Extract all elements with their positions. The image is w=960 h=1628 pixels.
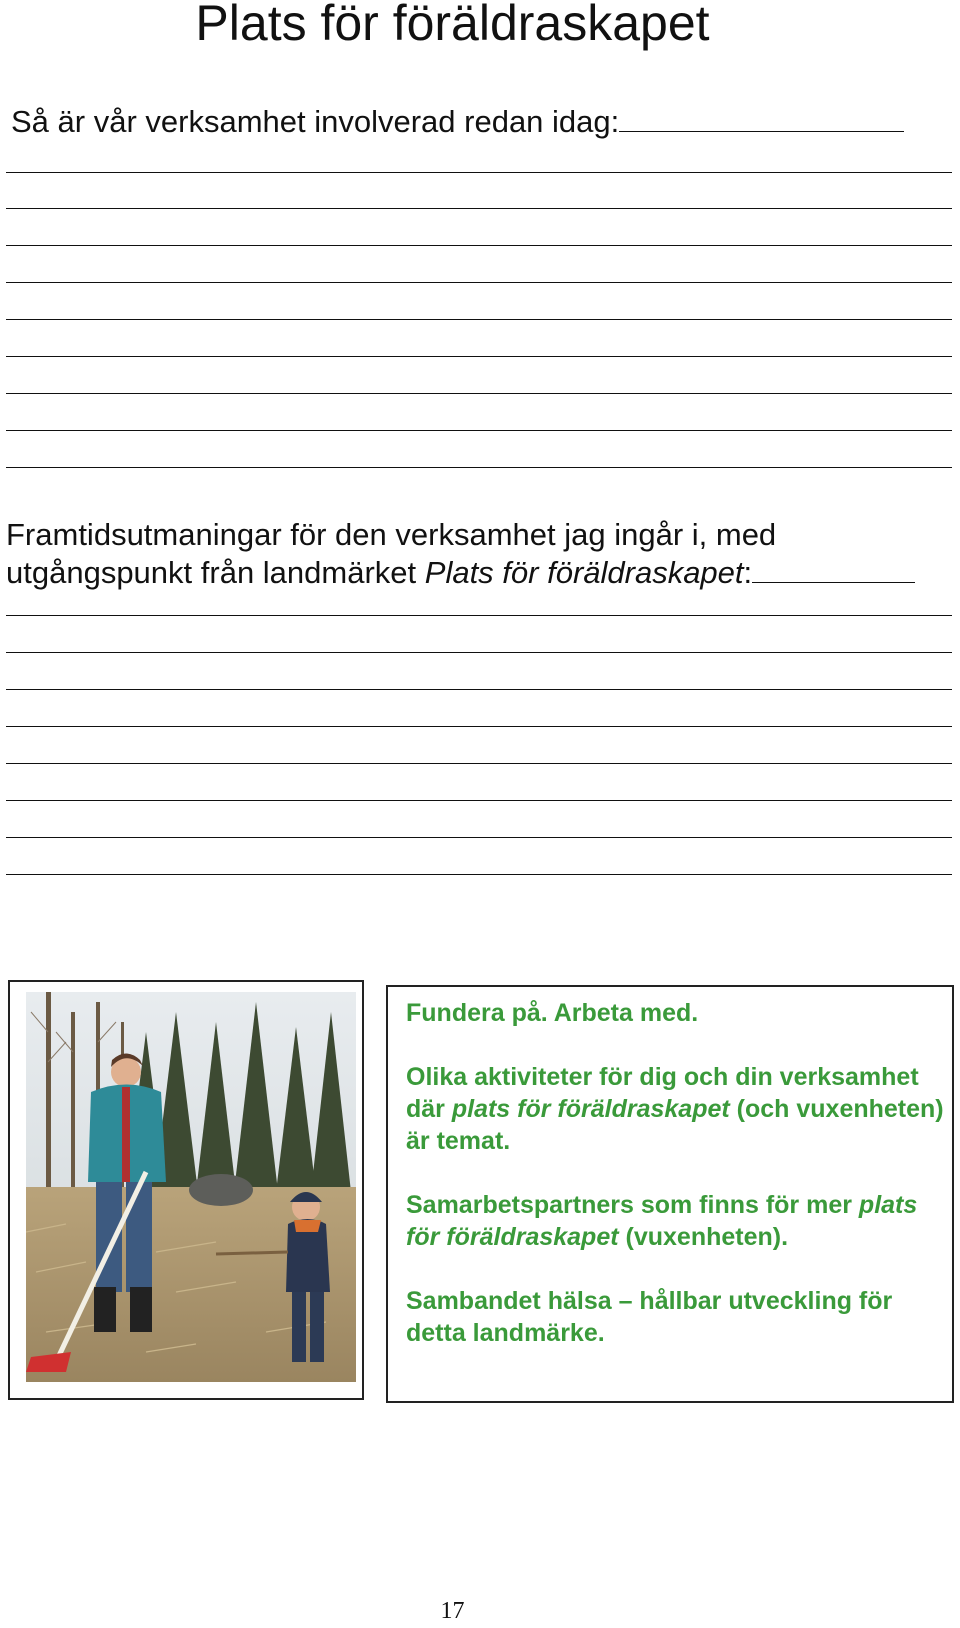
question-text: : [743,555,753,590]
answer-line[interactable] [6,800,952,801]
answer-line[interactable] [6,726,952,727]
page-number: 17 [440,1598,465,1624]
reflection-box [386,985,954,1403]
answer-line[interactable] [6,430,952,431]
reflection-heading: Fundera på. Arbeta med. [406,999,699,1027]
reflection-text-part: (vuxenheten). [618,1223,789,1251]
landmark-name: Plats för föräldraskapet [424,555,744,590]
answer-line[interactable] [6,615,952,616]
answer-line[interactable] [6,245,952,246]
question-text: utgångspunkt från landmärket [6,555,425,590]
landmark-name: plats för föräldraskapet [451,1095,730,1123]
reflection-text-part: Samarbetspartners som finns för mer [406,1191,859,1219]
reflection-item-health: Sambandet hälsa – hållbar utveckling för detta landmärke. [406,1287,893,1347]
reflection-text-part: (och vuxenheten) är temat. [406,1095,944,1155]
question-future-challenges-line2 [6,554,915,592]
answer-line[interactable] [6,837,952,838]
answer-line[interactable] [6,467,952,468]
photo-frame [8,980,364,1400]
answer-line[interactable] [6,874,952,875]
question-future-challenges-line1: Framtidsutmaningar för den verksamhet jag ingår i, med [6,517,777,552]
question-current-involvement [11,104,904,140]
question-current-involvement-label: Så är vår verksamhet involverad redan idag: [11,104,620,139]
answer-line[interactable] [6,652,952,653]
parent-child-raking-photo [26,992,356,1382]
answer-line[interactable] [6,393,952,394]
question-future-challenges [6,516,915,592]
answer-line[interactable] [6,356,952,357]
page-title: Plats för föräldraskapet [195,0,710,51]
landmark-name: plats för föräldraskapet [406,1191,918,1251]
reflection-text [406,997,952,1381]
answer-line[interactable] [6,208,952,209]
reflection-item-activities [406,1061,952,1157]
answer-line[interactable] [619,105,904,132]
answer-line[interactable] [6,689,952,690]
answer-line[interactable] [6,763,952,764]
reflection-text-part: Olika aktiviteter för dig och din verksamhet där [406,1063,919,1123]
answer-line[interactable] [6,282,952,283]
answer-line[interactable] [6,172,952,173]
answer-line[interactable] [752,556,915,583]
answer-line[interactable] [6,319,952,320]
reflection-item-partners [406,1189,952,1253]
